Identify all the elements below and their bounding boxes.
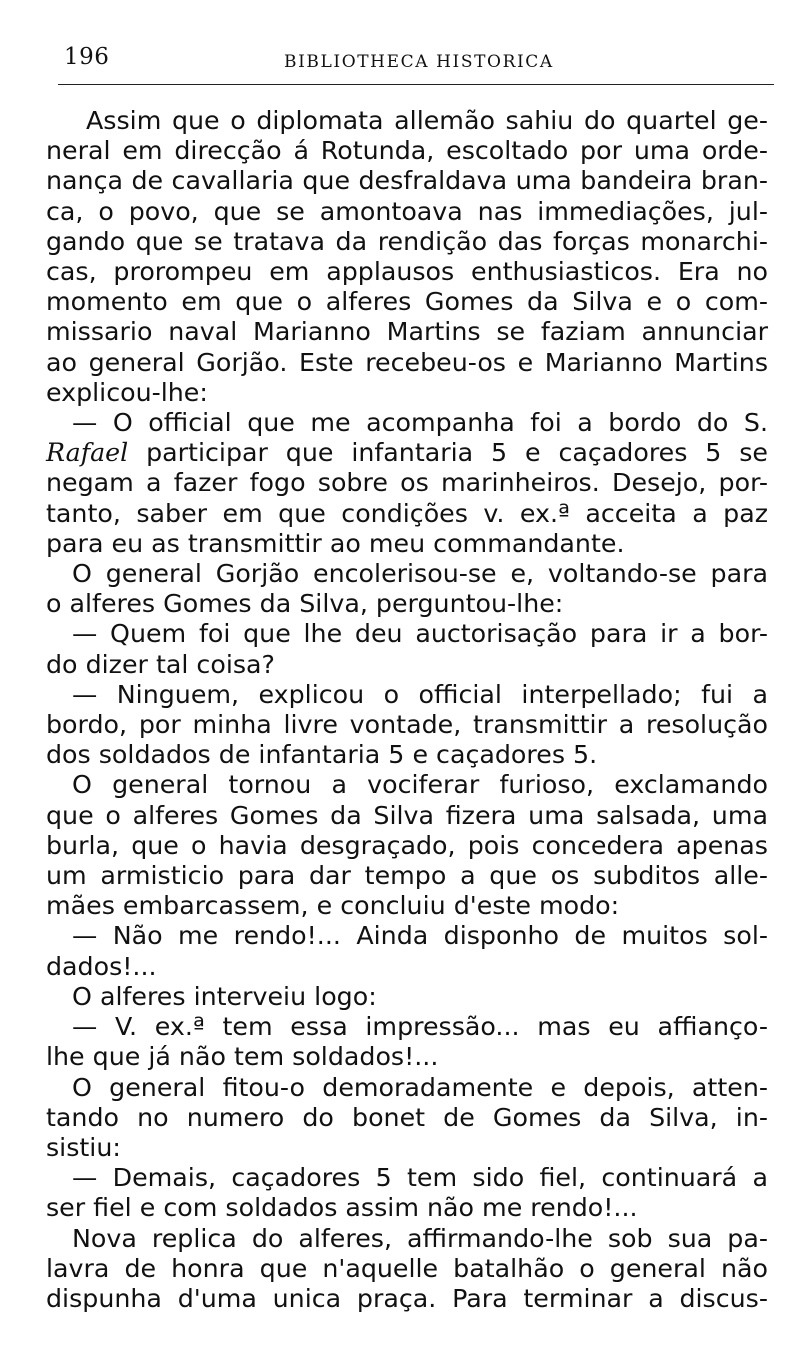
text-line: do dizer tal coisa? — [46, 649, 275, 679]
text-line: lavra de honra que n'aquelle batalhão o general não — [46, 1253, 768, 1283]
text-line: o alferes Gomes da Silva, perguntou-lhe: — [46, 589, 564, 619]
text-line: que o alferes Gomes da Silva fizera uma salsada, uma — [46, 800, 768, 830]
text-line: para eu as transmittir ao meu commandante. — [46, 528, 625, 558]
text-line: Assim que o diplomata allemão sahiu do quartel ge- — [86, 106, 768, 135]
text-line — [46, 438, 768, 468]
text-line: lhe que já não tem soldados!... — [46, 1042, 439, 1072]
line-rest: participar que infantaria 5 e caçadores 5 se — [128, 438, 768, 468]
text-line: — V. ex.ª tem essa impressão... mas eu affianço- — [72, 1012, 768, 1042]
text-line: O general Gorjão encolerisou-se e, voltando-se para — [72, 559, 768, 589]
text-line: — Demais, caçadores 5 tem sido fiel, continuará a — [72, 1163, 768, 1193]
text-line: missario naval Marianno Martins se faziam annunciar — [46, 317, 768, 347]
text-line: neral em direcção á Rotunda, escoltado por uma orde- — [46, 136, 768, 166]
body-text — [46, 106, 768, 1314]
text-line: negam a fazer fogo sobre os marinheiros. Desejo, por- — [46, 468, 768, 498]
text-line: — O official que me acompanha foi a bordo do S. — [72, 408, 768, 438]
header-rule — [58, 84, 774, 85]
running-title: BIBLIOTHECA HISTORICA — [284, 52, 554, 72]
text-line: O general fitou-o demoradamente e depois, atten- — [72, 1072, 768, 1102]
text-line: tando no numero do bonet de Gomes da Silva, in- — [46, 1102, 768, 1132]
text-line: bordo, por minha livre vontade, transmittir a resolução — [46, 710, 768, 740]
text-line: — Ninguem, explicou o official interpellado; fui a — [72, 679, 768, 709]
page-header — [58, 40, 774, 80]
text-line: tanto, saber em que condições v. ex.ª acceita a paz — [46, 498, 768, 528]
text-line: ser fiel e com soldados assim não me rendo!... — [46, 1193, 638, 1223]
text-line: ca, o povo, que se amontoava nas immediações, jul- — [46, 196, 768, 226]
text-line: mães embarcassem, e concluiu d'este modo: — [46, 891, 620, 921]
text-line: dos soldados de infantaria 5 e caçadores 5. — [46, 740, 598, 770]
text-line: cas, prorompeu em applausos enthusiasticos. Era no — [46, 257, 768, 287]
text-line: O general tornou a vociferar furioso, exclamando — [72, 770, 768, 800]
text-line: dispunha d'uma unica praça. Para terminar a discus- — [46, 1283, 768, 1313]
text-line: sistiu: — [46, 1132, 121, 1162]
text-line: O alferes interveiu logo: — [72, 981, 377, 1011]
text-line: — Quem foi que lhe deu auctorisação para ir a bor- — [72, 619, 768, 649]
text-line: dados!... — [46, 951, 157, 981]
text-line: gando que se tratava da rendição das forças monarchi- — [46, 226, 768, 256]
text-line: Nova replica do alferes, affirmando-lhe sob sua pa- — [72, 1223, 768, 1253]
text-line: explicou-lhe: — [46, 377, 208, 407]
text-line: momento em que o alferes Gomes da Silva e o com- — [46, 287, 768, 317]
text-line: ao general Gorjão. Este recebeu-os e Marianno Martins — [46, 347, 768, 377]
italic-ship-name: Rafael — [46, 438, 129, 468]
page-number: 196 — [64, 44, 110, 70]
text-line: um armisticio para dar tempo a que os subditos alle- — [46, 861, 768, 891]
text-line: nança de cavallaria que desfraldava uma bandeira bran- — [46, 166, 768, 196]
text-line: — Não me rendo!... Ainda disponho de muitos sol- — [72, 921, 768, 951]
text-line: burla, que o havia desgraçado, pois concedera apenas — [46, 830, 768, 860]
